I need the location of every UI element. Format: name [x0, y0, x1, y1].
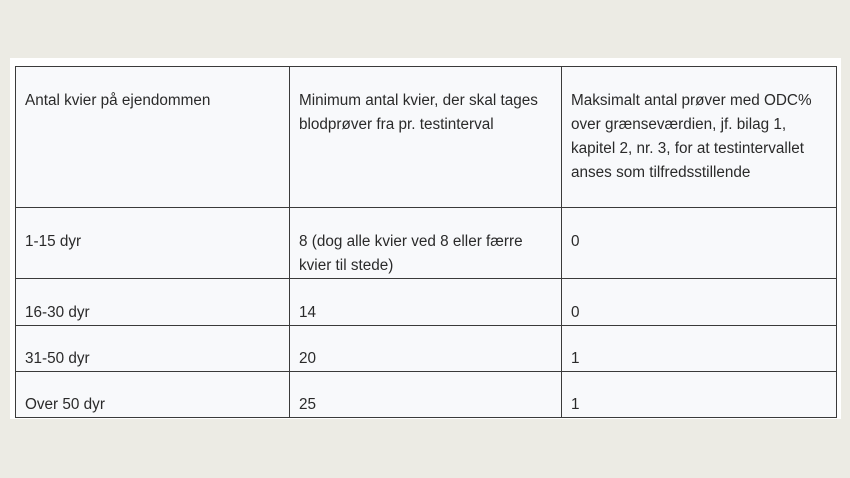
cell-min-samples: 25 — [290, 372, 562, 418]
cell-herd-size: 31-50 dyr — [16, 326, 290, 372]
cell-min-samples: 20 — [290, 326, 562, 372]
cell-herd-size: 16-30 dyr — [16, 279, 290, 326]
table-row — [16, 208, 837, 279]
table-header-row — [16, 67, 837, 208]
cell-max-positive: 1 — [562, 326, 837, 372]
header-cell-min-samples: Minimum antal kvier, der skal tages blodprøver fra pr. testinterval — [290, 67, 562, 208]
cell-min-samples: 8 (dog alle kvier ved 8 eller færre kvier til stede) — [290, 208, 562, 279]
heifer-sampling-table — [15, 66, 837, 418]
table-row — [16, 326, 837, 372]
cell-herd-size: 1-15 dyr — [16, 208, 290, 279]
cell-min-samples: 14 — [290, 279, 562, 326]
header-cell-herd-size: Antal kvier på ejendommen — [16, 67, 290, 208]
cell-max-positive: 0 — [562, 208, 837, 279]
header-cell-max-positive: Maksimalt antal prøver med ODC% over grænseværdien, jf. bilag 1, kapitel 2, nr. 3, for at testintervallet anses som tilfredsstillende — [562, 67, 837, 208]
cell-max-positive: 1 — [562, 372, 837, 418]
table-row — [16, 279, 837, 326]
table-row — [16, 372, 837, 418]
cell-max-positive: 0 — [562, 279, 837, 326]
cell-herd-size: Over 50 dyr — [16, 372, 290, 418]
